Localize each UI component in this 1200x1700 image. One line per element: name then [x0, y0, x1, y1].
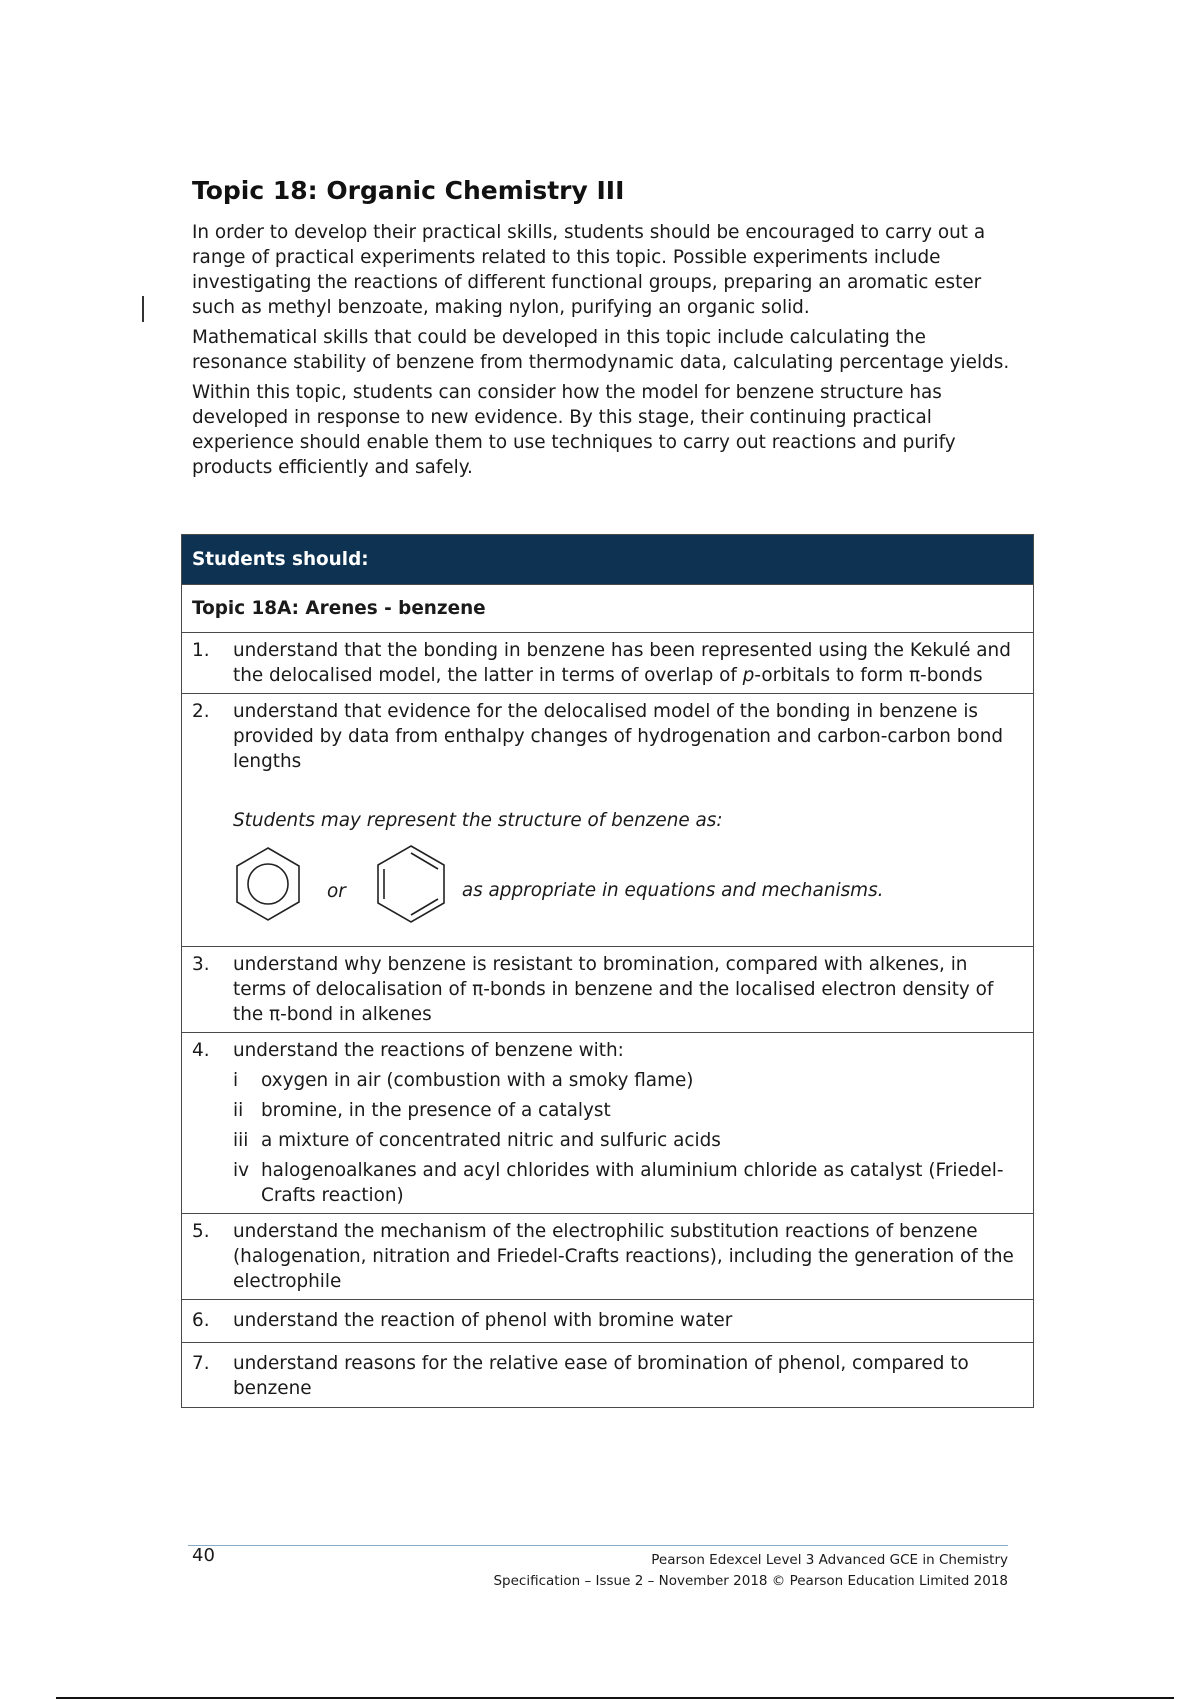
item-text: understand that the bonding in benzene has been represented using the Kekulé and the delocalised model, the latter in terms of overlap of p-orbitals to form π-bonds: [233, 640, 1011, 686]
topic-subheader: Topic 18A: Arenes - benzene: [182, 585, 1034, 633]
footer-line-1: Pearson Edexcel Level 3 Advanced GCE in Chemistry: [651, 1552, 1008, 1568]
footer-publication: [493, 1550, 1008, 1592]
table-header: Students should:: [182, 535, 1034, 585]
table-row: [182, 947, 1034, 1033]
item-text: understand the reaction of phenol with bromine water: [233, 1310, 733, 1331]
change-bar: [142, 296, 144, 322]
footer-divider: [188, 1545, 1008, 1546]
structure-note: Students may represent the structure of benzene as:: [233, 810, 723, 831]
sub-item: iii a mixture of concentrated nitric and sulfuric acids: [233, 1130, 721, 1151]
item-number: 2.: [192, 701, 210, 722]
benzene-structures: [233, 843, 1023, 925]
sub-item: ii bromine, in the presence of a catalyst: [233, 1100, 611, 1121]
benzene-delocalised-icon: [233, 845, 303, 923]
table-row: [182, 1033, 1034, 1214]
bottom-rule: [56, 1697, 1174, 1699]
table-row: [182, 633, 1034, 694]
page-title: Topic 18: Organic Chemistry III: [192, 176, 625, 205]
footer-line-2: Specification – Issue 2 – November 2018 © Pearson Education Limited 2018: [493, 1573, 1008, 1589]
intro-paragraph-model: Within this topic, students can consider how the model for benzene structure has developed in response to new evidence. By this stage, their continuing practical experience should enable them to use techniques to carry out reactions and purify products efficiently and safely.: [192, 382, 956, 478]
item-text: understand reasons for the relative ease of bromination of phenol, compared to benzene: [233, 1353, 969, 1399]
equations-note: as appropriate in equations and mechanisms.: [461, 879, 884, 901]
item-text: understand the mechanism of the electrophilic substitution reactions of benzene (halogenation, nitration and Friedel-Crafts reactions), including the generation of the electrophile: [233, 1221, 1014, 1292]
specification-table: [181, 534, 1034, 1408]
or-label: or: [327, 880, 346, 902]
item-text: understand that evidence for the delocalised model of the bonding in benzene is provided by data from enthalpy changes of hydrogenation and carbon-carbon bond lengths: [233, 701, 1004, 772]
item-text: understand the reactions of benzene with:: [233, 1040, 624, 1061]
sub-item: i oxygen in air (combustion with a smoky flame): [233, 1070, 694, 1091]
item-number: 1.: [192, 640, 210, 661]
item-number: 4.: [192, 1040, 210, 1061]
item-number: 6.: [192, 1310, 210, 1331]
sub-item: iv halogenoalkanes and acyl chlorides with aluminium chloride as catalyst (Friedel-Crafts reaction): [233, 1160, 1004, 1206]
table-row: [182, 694, 1034, 947]
intro-text: [192, 220, 1022, 485]
page-number: 40: [192, 1545, 215, 1566]
item-number: 3.: [192, 954, 210, 975]
item-number: 7.: [192, 1353, 210, 1374]
intro-paragraph-practical: In order to develop their practical skills, students should be encouraged to carry out a range of practical experiments related to this topic. Possible experiments include investigating the reactions of different functional groups, preparing an aromatic ester such as methyl benzoate, making nylon, purifying an organic solid.: [192, 222, 986, 318]
intro-paragraph-mathematical: Mathematical skills that could be developed in this topic include calculating the resonance stability of benzene from thermodynamic data, calculating percentage yields.: [192, 327, 1010, 373]
item-number: 5.: [192, 1221, 210, 1242]
benzene-kekule-icon: [374, 843, 448, 925]
table-row: [182, 1214, 1034, 1300]
table-row: [182, 1343, 1034, 1408]
table-row: [182, 1300, 1034, 1343]
item-text: understand why benzene is resistant to bromination, compared with alkenes, in terms of delocalisation of π-bonds in benzene and the localised electron density of the π-bond in alkenes: [233, 954, 994, 1025]
